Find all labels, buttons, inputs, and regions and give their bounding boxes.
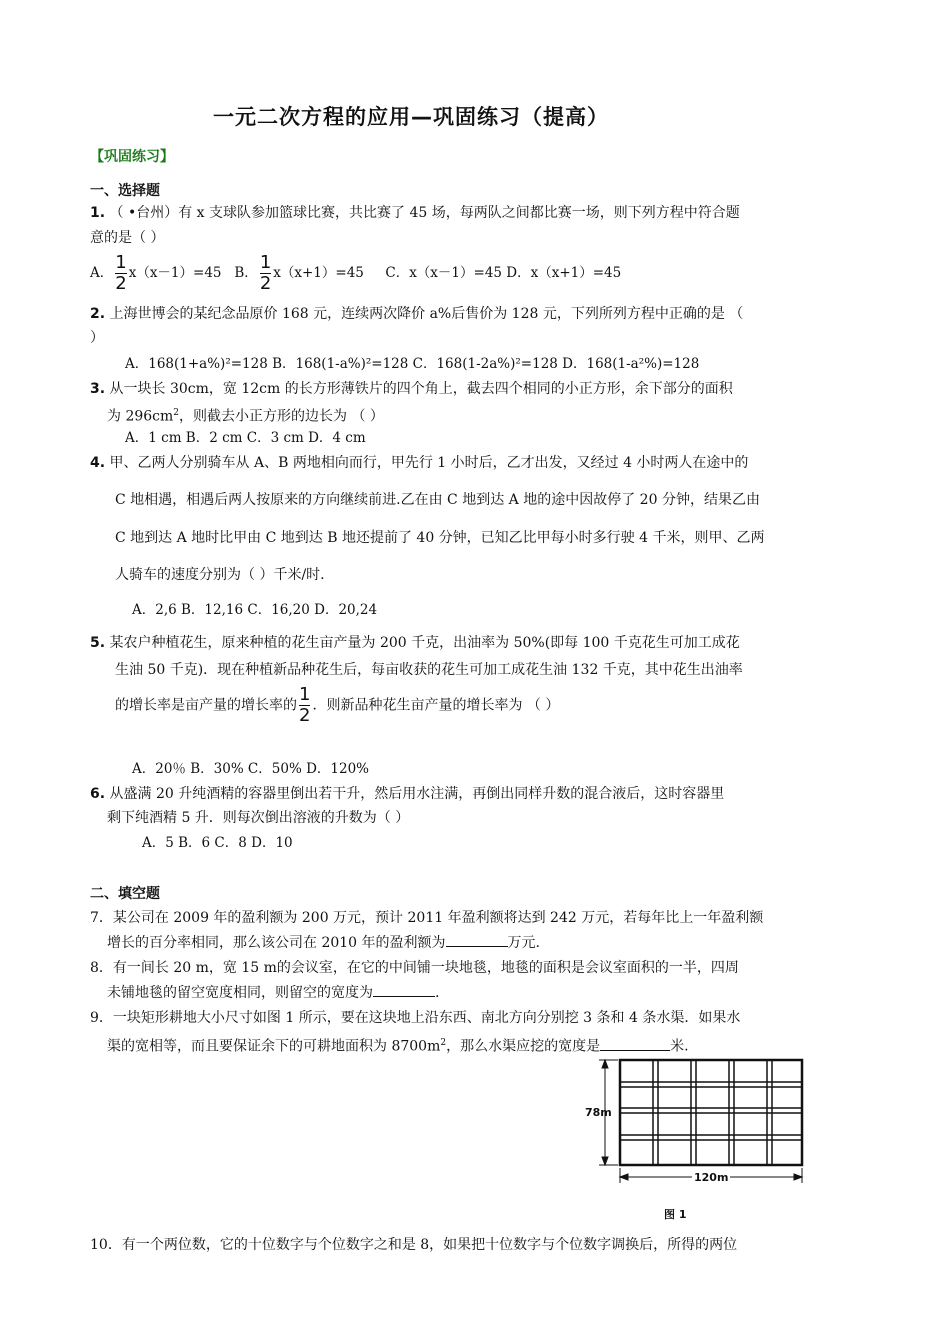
section-tag: 【巩固练习】 — [90, 149, 174, 165]
fraction-one-half: $\frac{1}{2}$ — [299, 684, 311, 726]
question-6-line-2: 剩下纯酒精 5 升．则每次倒出溶液的升数为（ ） — [107, 810, 410, 826]
question-number: 1. — [90, 205, 106, 221]
width-label: 120m — [694, 1171, 729, 1184]
question-8-line-1: 8．有一间长 20 m，宽 15 m的会议室，在它的中间铺一块地毯，地毯的面积是会议室面积的一半，四周 — [90, 960, 739, 976]
question-4-line-3: C 地到达 A 地时比甲由 C 地到达 B 地还提前了 40 分钟，已知乙比甲每小时多行驶 4 千米，则甲、乙两 — [115, 530, 765, 546]
question-6-options: A．5 B．6 C．8 D．10 — [142, 835, 293, 851]
answer-blank — [446, 946, 508, 947]
figure-1-field-diagram — [582, 1055, 862, 1225]
question-5-line-3: 的增长率是亩产量的增长率的 $\frac{1}{2}$ ．则新品种花生亩产量的增长率为 （ ） — [115, 684, 560, 726]
question-4-line-2: C 地相遇，相遇后两人按原来的方向继续前进.乙在由 C 地到达 A 地的途中因故停了 20 分钟，结果乙由 — [115, 492, 760, 508]
height-label: 78m — [585, 1106, 612, 1119]
question-5-line-1: 5. 某农户种植花生，原来种植的花生亩产量为 200 千克，出油率为 50%(即每 100 千克花生可加工成花 — [90, 635, 740, 651]
question-3-line-2: 为 $296cm^2$，则截去小正方形的边长为 （ ） — [107, 408, 384, 425]
question-4-line-4: 人骑车的速度分别为（ ）千米/时. — [115, 567, 325, 583]
figure-caption: 图 1 — [664, 1208, 687, 1221]
question-1-line-2: 意的是（ ） — [90, 230, 165, 246]
question-3-line-1: 3. 从一块长 30cm，宽 12cm 的长方形薄铁片的四个角上，截去四个相同的小正方形，余下部分的面积 — [90, 381, 733, 397]
page-title: 一元二次方程的应用—巩固练习（提高） — [213, 105, 609, 129]
question-9-line-1: 9．一块矩形耕地大小尺寸如图 1 所示，要在这块地上沿东西、南北方向分别挖 3 条和 4 条水渠．如果水 — [90, 1010, 741, 1026]
fraction-one-half: $\frac{1}{2}$ — [115, 252, 127, 294]
question-6-line-1: 6. 从盛满 20 升纯酒精的容器里倒出若干升，然后用水注满，再倒出同样升数的混合液后，这时容器里 — [90, 786, 725, 802]
fraction-one-half: $\frac{1}{2}$ — [259, 252, 272, 294]
question-2-line-1: 2. 上海世博会的某纪念品原价 168 元，连续两次降价 a%后售价为 128 元，下列所列方程中正确的是 （ — [90, 306, 744, 322]
question-9-line-2: 渠的宽相等，而且要保证余下的可耕地面积为 $8700m^2$，那么水渠应挖的宽度是 米. — [107, 1038, 689, 1055]
answer-blank — [600, 1050, 670, 1051]
question-5-line-2: 生油 50 千克)．现在种植新品种花生后，每亩收获的花生可加工成花生油 132 千克，其中花生出油率 — [115, 662, 743, 678]
question-4-line-1: 4. 甲、乙两人分别骑车从 A、B 两地相向而行，甲先行 1 小时后，乙才出发，又经过 4 小时两人在途中的 — [90, 455, 749, 471]
section-heading-fill: 二、填空题 — [90, 886, 160, 902]
question-2-options: A．168(1+a%)²=128 B．168(1-a%)²=128 C．168(1-2a%)²=128 D．168(1-a²%)=128 — [125, 356, 700, 372]
question-3-options: A．1 cm B．2 cm C．3 cm D．4 cm — [125, 430, 366, 446]
question-4-options: A．2,6 B．12,16 C．16,20 D．20,24 — [132, 602, 378, 618]
question-7-line-2: 增长的百分率相同，那么该公司在 2010 年的盈利额为 万元. — [107, 935, 540, 951]
section-heading-choice: 一、选择题 — [90, 183, 160, 199]
answer-blank — [373, 996, 435, 997]
question-2-line-2: ） — [90, 330, 104, 346]
horizontal-channels — [620, 1082, 802, 1140]
question-1-line-1: 1. （ •台州）有 x 支球队参加篮球比赛，共比赛了 45 场，每两队之间都比赛一场，则下列方程中符合题 — [90, 205, 740, 221]
question-5-options: A．20％ B．30% C．50% D．120% — [132, 761, 369, 777]
question-8-line-2: 未铺地毯的留空宽度相同，则留空的宽度为 . — [107, 985, 440, 1001]
question-10-line-1: 10．有一个两位数，它的十位数字与个位数字之和是 8，如果把十位数字与个位数字调换后，所得的两位 — [90, 1237, 738, 1253]
question-7-line-1: 7．某公司在 2009 年的盈利额为 200 万元，预计 2011 年盈利额将达到 242 万元，若每年比上一年盈利额 — [90, 910, 764, 926]
question-1-options: A． $\frac{1}{2}$ x（x－1）=45 B． $\frac{1}{2}$ x（x+1）=45 C．x（x－1）=45 D．x（x+1）=45 — [90, 252, 622, 294]
